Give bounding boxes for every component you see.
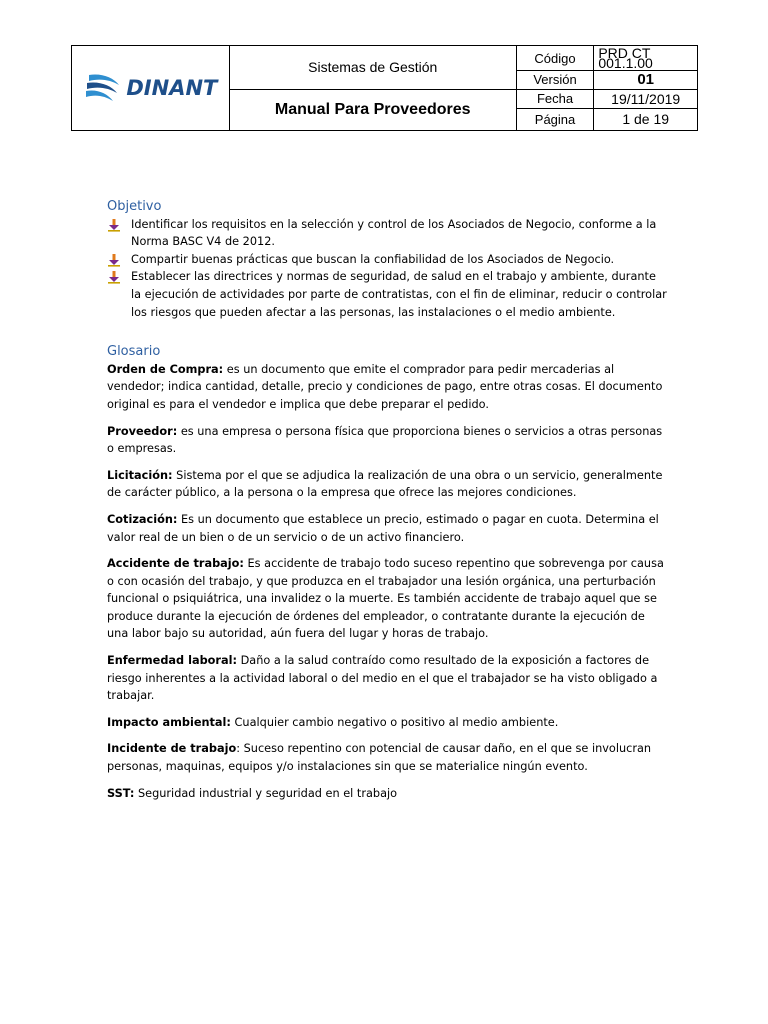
document-body (107, 198, 667, 811)
term-name: Proveedor: (107, 424, 178, 438)
objetivo-list (107, 216, 667, 322)
objetivo-item (131, 268, 667, 321)
term-definition: : Suceso repentino con potencial de causar daño, en el que se involucran personas, maquinas, equipos y/o instalaciones sin que se materialice ningún evento. (107, 742, 652, 774)
term-name: Cotización: (107, 512, 178, 526)
glosario-heading: Glosario (107, 344, 161, 360)
term-definition: Es un documento que establece un precio, estimado o pagar en cuota. Determina el valor real de un bien o de un servicio o de un activo financiero. (107, 512, 659, 544)
logo-cell (72, 46, 230, 131)
term-definition: Cualquier cambio negativo o positivo al medio ambiente. (230, 715, 559, 729)
manual-title: Manual Para Proveedores (229, 89, 516, 131)
glossary-term (107, 423, 667, 458)
term-definition: Es accidente de trabajo todo suceso repentino que sobrevenga por causa o con ocasión del trabajo, y que produzca en el trabajador una lesión orgánica, una perturbación funcional o psiquiátrica, una invalidez o la muerte. Es también accidente de trabajo aquel que se produce durante la ejecución de órdenes del empleador, o contratante durante la ejecución de una labor bajo su autoridad, aún fuera del lugar y horas de trabajo. (107, 557, 664, 641)
objetivo-item (131, 216, 667, 251)
glosario-section (107, 343, 667, 802)
glossary-term (107, 714, 667, 732)
glossary-term (107, 511, 667, 546)
term-name: Accidente de trabajo: (107, 557, 244, 571)
dinant-swoosh-icon (83, 71, 123, 105)
bullet-arrow-icon (107, 270, 121, 284)
company-logo (72, 46, 229, 130)
objetivo-item-text: Compartir buenas prácticas que buscan la confiabilidad de los Asociados de Negocio. (131, 252, 615, 266)
field-value-pagina: 1 de 19 (594, 108, 698, 130)
term-definition: Sistema por el que se adjudica la realización de una obra o un servicio, generalmente de carácter público, a la persona o la empresa que ofrece las mejores condiciones. (107, 468, 663, 500)
term-name: Enfermedad laboral: (107, 654, 237, 668)
glossary-term (107, 555, 667, 643)
glossary-term (107, 740, 667, 775)
field-value-version: 01 (594, 71, 698, 89)
field-value-fecha: 19/11/2019 (594, 89, 698, 108)
field-label-version: Versión (516, 71, 594, 89)
glossary-term (107, 652, 667, 705)
glossary-term (107, 467, 667, 502)
field-label-codigo: Código (516, 46, 594, 71)
term-definition: es un documento que emite el comprador para pedir mercaderias al vendedor; indica cantidad, detalle, precio y condiciones de pago, entre otras cosas. El documento original es para el vendedor e implica que debe preparar el pedido. (107, 362, 663, 411)
objetivo-item-text: Identificar los requisitos en la selección y control de los Asociados de Negocio, conforme a la Norma BASC V4 de 2012. (131, 217, 657, 249)
glossary-term (107, 361, 667, 414)
bullet-arrow-icon (107, 253, 121, 267)
term-name: Incidente de trabajo (107, 742, 237, 756)
glossary-term (107, 785, 667, 803)
system-title: Sistemas de Gestión (229, 46, 516, 90)
term-definition: es una empresa o persona física que proporciona bienes o servicios a otras personas o empresas. (107, 424, 663, 456)
field-value-codigo: PRD CT 001.1.00 (594, 46, 698, 71)
field-label-pagina: Página (516, 108, 594, 130)
term-definition: Daño a la salud contraído como resultado de la exposición a factores de riesgo inherentes a la actividad laboral o del medio en el que el trabajador se ha visto obligado a trabajar. (107, 654, 658, 703)
objetivo-heading: Objetivo (107, 199, 162, 214)
bullet-arrow-icon (107, 218, 121, 232)
term-definition: Seguridad industrial y seguridad en el trabajo (134, 786, 398, 800)
term-name: Licitación: (107, 468, 173, 482)
field-label-fecha: Fecha (516, 89, 594, 108)
document-header-table (71, 45, 698, 131)
logo-text: DINANT (126, 76, 218, 100)
term-name: SST: (107, 786, 135, 800)
term-name: Orden de Compra: (107, 362, 224, 376)
term-name: Impacto ambiental: (107, 715, 231, 729)
objetivo-item-text: Establecer las directrices y normas de seguridad, de salud en el trabajo y ambiente, durante la ejecución de actividades por parte de contratistas, con el fin de eliminar, reducir o controlar los riesgos que pueden afectar a las personas, las instalaciones o el medio ambiente. (131, 270, 667, 319)
objetivo-item (131, 251, 667, 269)
